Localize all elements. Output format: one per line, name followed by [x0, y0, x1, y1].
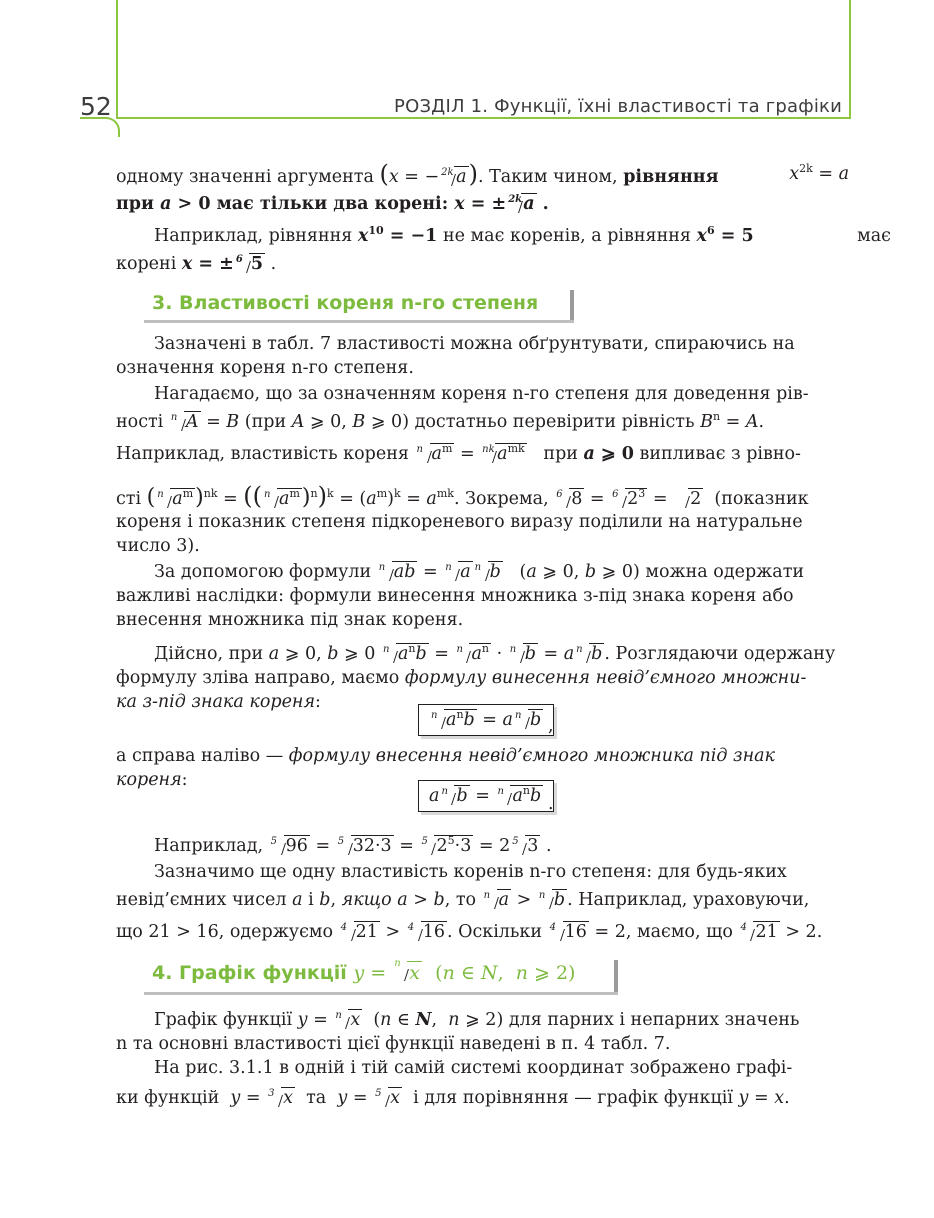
formula-period: . [548, 794, 554, 814]
paragraph-line: n та основні властивості цієї функції наведені в п. 4 табл. 7. [116, 1034, 671, 1054]
paragraph-line: Наприклад, властивість кореня n $a^m$ = nk $a^{mk}$ при a ⩾ 0 випливає з рівно- [116, 442, 801, 464]
section-4-title: 4. Графік функції y = n x (n ∈ N, n ⩾ 2) [152, 958, 576, 984]
formula-box-extract: n $a^nb = a$ n b [418, 704, 554, 736]
paragraph-line: число 3). [116, 536, 200, 556]
paragraph-line: кореня і показник степеня підкореневого виразу поділили на натуральне [116, 512, 803, 532]
header-frame-left [116, 0, 118, 118]
paragraph-line: сті ( n $a^m)^{nk}$ = (( n $a^m)^n)^k = (a^m)^k = a^{mk}$. Зокрема, 6 8 = 6 $2^3 = 2$ (показник [116, 482, 809, 510]
paragraph-line: На рис. 3.1.1 в одній і тій самій системі координат зображено графі- [154, 1058, 793, 1078]
page-number: 52 [80, 92, 112, 121]
paragraph-line: важливі наслідки: формули винесення множника з-під знака кореня або [116, 586, 794, 606]
section-4-marker [614, 960, 618, 992]
paragraph-line: ності n A = B (при A ⩾ 0, B ⩾ 0) достатньо перевірити рівність $B^n = A$. [116, 410, 765, 432]
section-3-underline [144, 320, 574, 323]
paragraph-line: ки функцій y = 3 x та y = 5 x і для порівняння — графік функції y = x. [116, 1088, 790, 1108]
paragraph-line: означення кореня n-го степеня. [116, 358, 414, 378]
paragraph-line: кореня: [116, 770, 188, 790]
paragraph-line: одному значенні аргумента (x = − 2k a). Таким чином, рівняння $x^{2k} = a$ [116, 160, 849, 188]
paragraph-line: Графік функції y = n x (n ∈ N, n ⩾ 2) для парних і непарних значень [154, 1010, 800, 1030]
paragraph-line: Наприклад, 5 96 = 5 32·3 = 5 $2^5\cdot 3 = 2$ 5 3 . [154, 834, 552, 856]
paragraph-line: Зазначені в табл. 7 властивості можна обґрунтувати, спираючись на [154, 334, 795, 354]
chapter-title: РОЗДІЛ 1. Функції, їхні властивості та графіки [394, 96, 842, 117]
header-frame-right [849, 0, 851, 118]
paragraph-line: формулу зліва направо, маємо формулу винесення невід’ємного множни- [116, 668, 807, 688]
paragraph-line: ка з-під знака кореня: [116, 692, 321, 712]
paragraph-line: що 21 > 16, одержуємо 4 21 > 4 16 . Оскільки 4 16 = 2, маємо, що 4 21 > 2. [116, 922, 823, 942]
paragraph-line: внесення множника під знак кореня. [116, 610, 464, 630]
header-rule [116, 117, 851, 119]
section-3-marker [570, 290, 574, 320]
section-3-title: 3. Властивості кореня n-го степеня [152, 292, 539, 314]
paragraph-line: Нагадаємо, що за означенням кореня n-го степеня для доведення рів- [154, 384, 809, 404]
paragraph-line: Наприклад, рівняння $x^{10} = -1$ не має коренів, а рівняння $x^6 = 5$ має [154, 224, 891, 246]
paragraph-line: За допомогою формули n ab = n a n b (a ⩾ 0, b ⩾ 0) можна одержати [154, 562, 805, 582]
paragraph-line: а справа наліво — формулу внесення невід’ємного множника під знак [116, 746, 776, 766]
paragraph-line: при a > 0 має тільки два корені: x = ± 2k a . [116, 194, 549, 214]
formula-comma: , [548, 716, 554, 736]
paragraph-line: невід’ємних чисел a і b, якщо a > b, то n a > n b . Наприклад, ураховуючи, [116, 890, 810, 910]
paragraph-line: Зазначимо ще одну властивість коренів n-го степеня: для будь-яких [154, 862, 787, 882]
section-4-underline [144, 992, 618, 995]
paragraph-line: корені x = ± 6 5 . [116, 254, 277, 274]
paragraph-line: Дійсно, при a ⩾ 0, b ⩾ 0 n $a^nb$ = n $a^n$ · n b = a n b . Розглядаючи одержану [154, 642, 836, 664]
formula-box-insert: a n b = n $a^nb$ [418, 780, 554, 812]
